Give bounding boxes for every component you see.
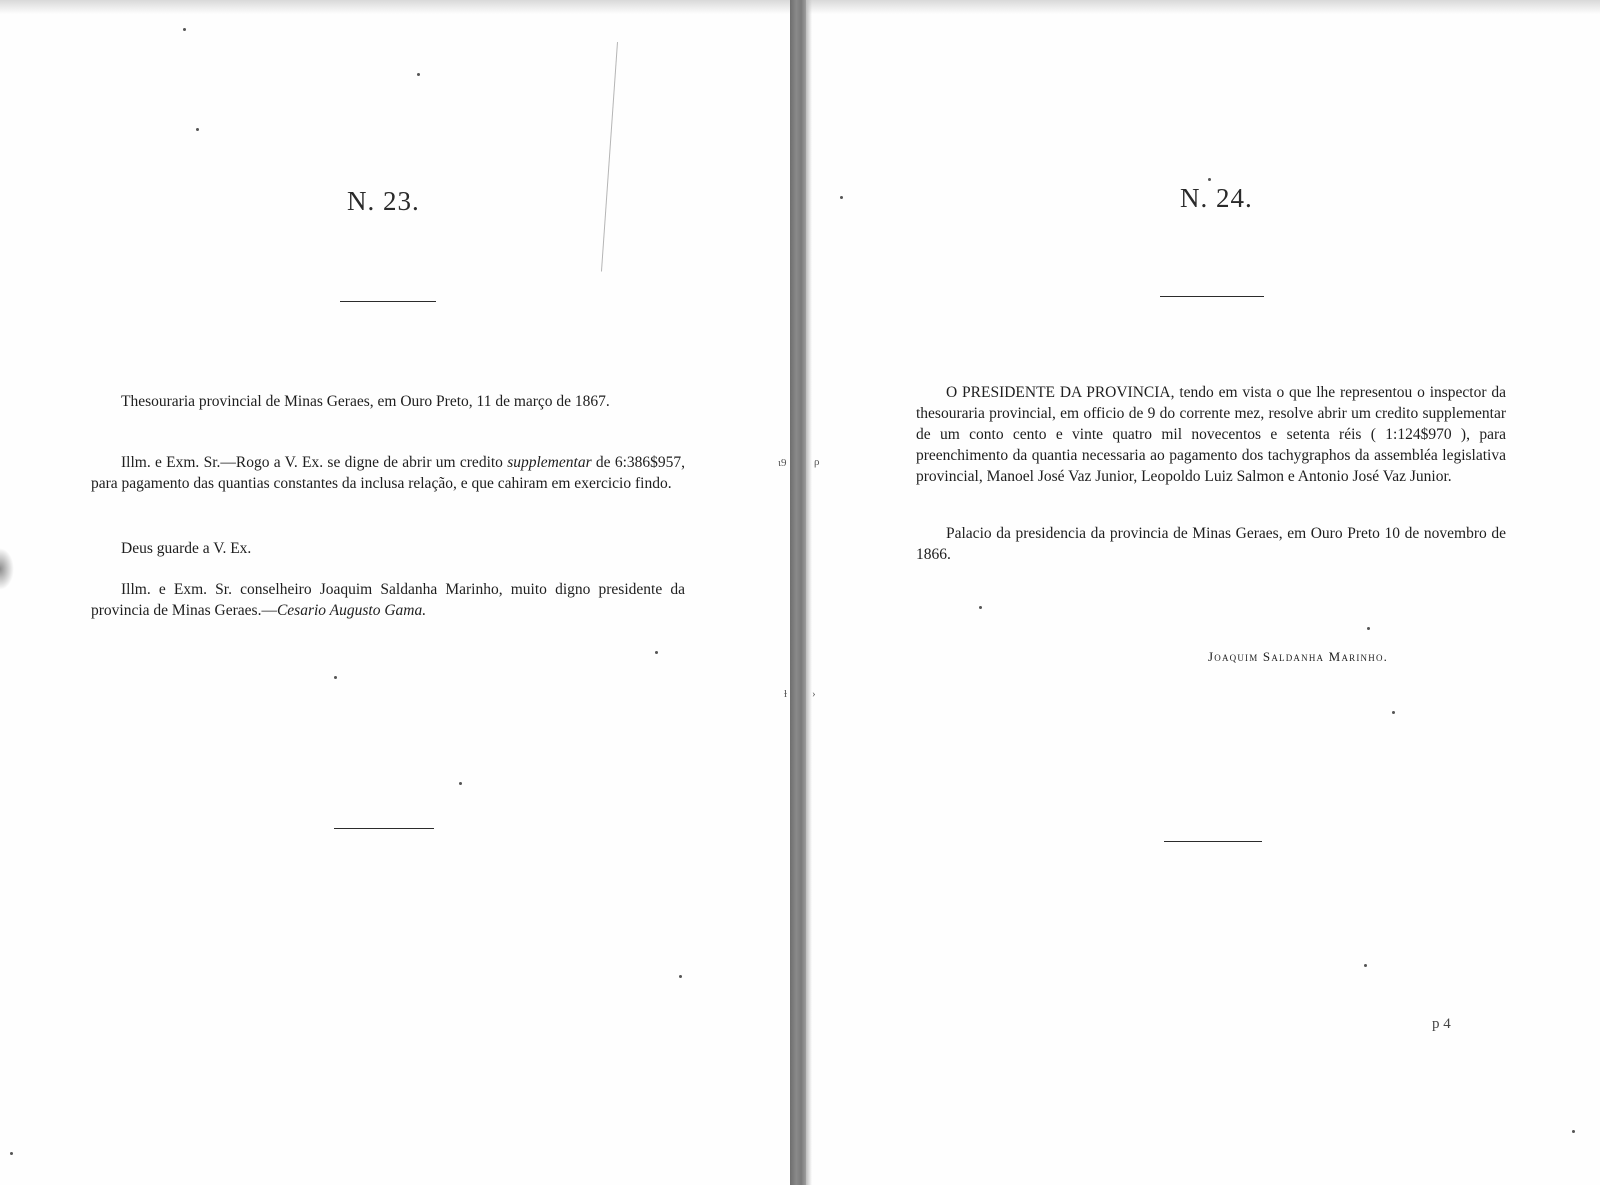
paper-speck	[459, 782, 462, 785]
paper-speck	[655, 651, 658, 654]
paragraph-text: de 6:386$957, para pagamento das quantias constantes da inclusa relação, e que cahiram em exercicio findo.	[91, 454, 685, 492]
margin-mark: ρ	[814, 456, 820, 468]
signature: Joaquim Saldanha Marinho.	[1208, 649, 1389, 664]
pencil-stroke	[601, 42, 618, 272]
paragraph-palace-date	[916, 523, 1506, 565]
section-rule-top	[340, 301, 436, 302]
italic-term: supplementar	[507, 454, 592, 471]
margin-mark: ι9	[778, 457, 787, 469]
paper-speck	[679, 975, 682, 978]
paper-speck	[334, 676, 337, 679]
paragraph-closing	[91, 538, 685, 559]
section-rule-bottom	[334, 828, 434, 829]
paragraph-text: Deus guarde a V. Ex.	[121, 540, 252, 557]
paper-speck	[417, 73, 420, 76]
paragraph-text: Thesouraria provincial de Minas Geraes, em Ouro Preto, 11 de março de 1867.	[121, 393, 610, 410]
document-number-23: N. 23.	[347, 186, 420, 216]
paper-speck	[196, 128, 199, 131]
paper-speck	[10, 1152, 13, 1155]
section-rule-bottom	[1164, 841, 1262, 842]
paragraph-text: Illm. e Exm. Sr. conselheiro Joaquim Saldanha Marinho, muito digno presidente da provincia de Minas Geraes.—	[91, 581, 685, 619]
paragraph-resolution	[916, 382, 1506, 487]
paper-speck	[1572, 1130, 1575, 1133]
paragraph-text: O PRESIDENTE DA PROVINCIA, tendo em vista o que lhe representou o inspector da thesouraria provincial, em officio de 9 do corrente mez, resolve abrir um credito supplementar de um conto cento e vinte quatro mil novecentos e setenta réis ( 1:124$970 ), para preenchimento da quantia necessaria ao pagamento dos tachygraphos da assembléa legislativa provincial, Manoel José Vaz Junior, Leopoldo Luiz Salmon e Antonio José Vaz Junior.	[916, 384, 1506, 485]
paper-speck	[1392, 711, 1395, 714]
paragraph-request	[91, 452, 685, 494]
paper-speck	[183, 28, 186, 31]
section-rule-top	[1160, 296, 1264, 297]
page-signature-mark: p 4	[1432, 1016, 1451, 1032]
paper-speck	[840, 196, 843, 199]
italic-signature: Cesario Augusto Gama.	[276, 602, 427, 619]
paper-speck	[979, 606, 982, 609]
left-page	[0, 0, 790, 1185]
margin-mark: ɫ	[784, 688, 788, 700]
right-page	[812, 0, 1600, 1185]
paper-speck	[1364, 964, 1367, 967]
paragraph-date-line	[91, 391, 685, 412]
book-gutter	[790, 0, 806, 1185]
paper-speck	[1367, 627, 1370, 630]
paragraph-text: Palacio da presidencia da provincia de Minas Geraes, em Ouro Preto 10 de novembro de 1866.	[916, 525, 1506, 563]
paper-speck	[1208, 178, 1211, 181]
paragraph-address	[91, 579, 685, 621]
paragraph-text: Illm. e Exm. Sr.—Rogo a V. Ex. se digne de abrir um credito	[121, 454, 508, 471]
margin-mark: ›	[812, 688, 816, 700]
document-number-24: N. 24.	[1180, 183, 1253, 213]
